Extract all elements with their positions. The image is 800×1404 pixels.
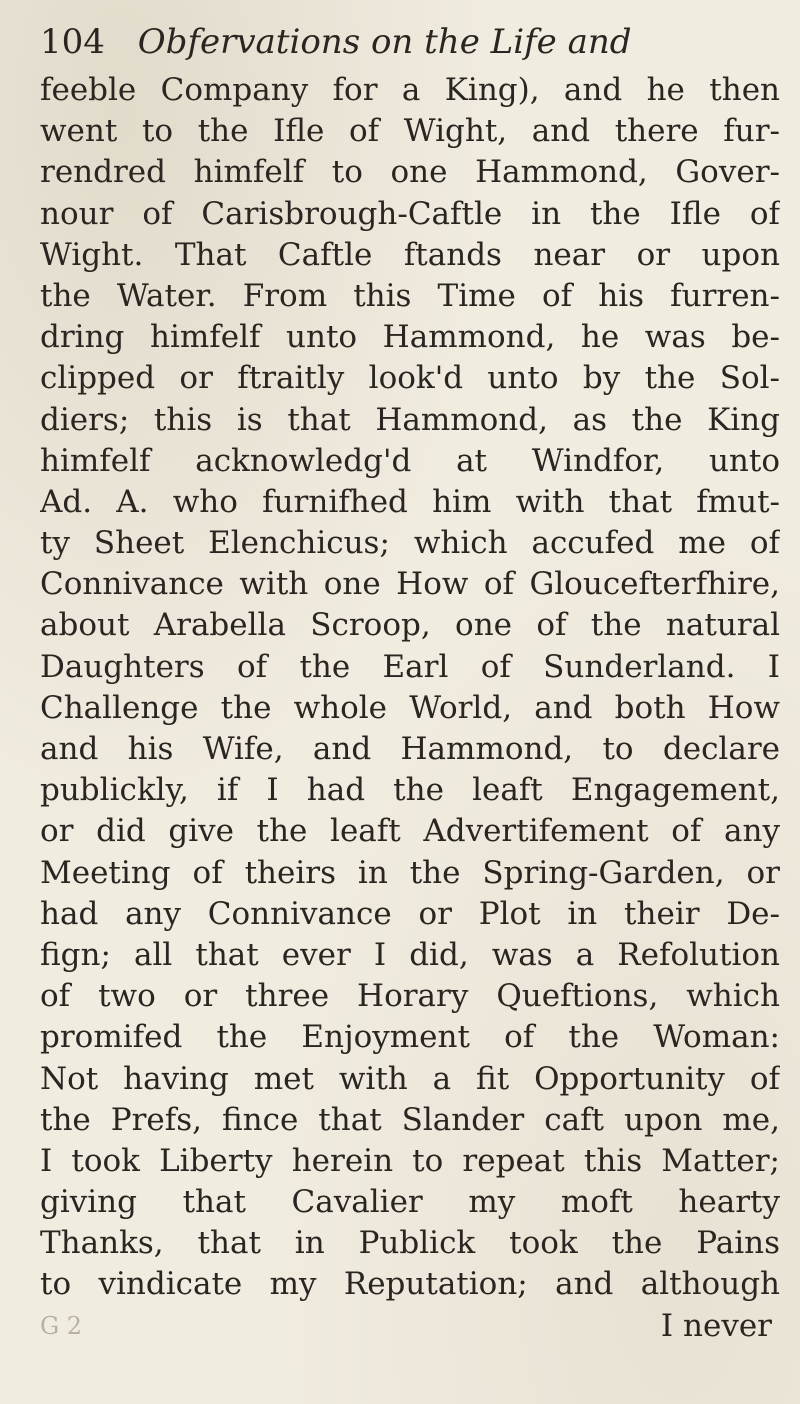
- text-line: and his Wife, and Hammond, to declare: [40, 731, 780, 767]
- page-header: [40, 14, 770, 70]
- running-head: Obfervations on the Life and: [137, 22, 632, 62]
- text-line: Wight. That Caftle ftands near or upon: [40, 236, 780, 273]
- text-line: the Prefs, fince that Slander caft upon me,: [40, 1101, 780, 1138]
- text-line: Challenge the whole World, and both How: [40, 689, 780, 726]
- text-line: himfelf acknowledg'd at Windfor, unto: [40, 442, 780, 479]
- text-line: diers; this is that Hammond, as the King: [40, 401, 780, 438]
- text-line: to vindicate my Reputation; and although: [40, 1266, 780, 1303]
- text-line: Ad. A. who furnifhed him with that fmut-: [40, 483, 780, 520]
- text-line: or did give the leaft Advertifement of any: [40, 813, 780, 850]
- text-line: nour of Carisbrough-Caftle in the Ifle of: [40, 195, 780, 232]
- text-line: dring himfelf unto Hammond, he was be-: [40, 319, 780, 356]
- catchword: I never: [660, 1307, 772, 1344]
- body-text: [40, 70, 780, 1347]
- text-line: Meeting of theirs in the Spring-Garden, or: [40, 854, 780, 891]
- text-line: went to the Ifle of Wight, and there fur-: [40, 113, 780, 150]
- text-line: had any Connivance or Plot in their De-: [40, 895, 780, 932]
- signature-mark: G 2: [40, 1311, 83, 1340]
- text-line: fign; all that ever I did, was a Refolution: [40, 936, 780, 973]
- text-line: ty Sheet Elenchicus; which accufed me of: [40, 525, 780, 562]
- text-line: giving that Cavalier my moft hearty: [40, 1184, 780, 1221]
- text-line: of two or three Horary Queftions, which: [40, 978, 780, 1015]
- text-line: Connivance with one How of Gloucefterfhire,: [40, 566, 780, 603]
- text-line: I took Liberty herein to repeat this Matter;: [40, 1142, 780, 1179]
- text-line: clipped or ftraitly look'd unto by the Sol-: [40, 360, 780, 397]
- text-line: Daughters of the Earl of Sunderland. I: [40, 648, 780, 685]
- text-line: promifed the Enjoyment of the Woman:: [40, 1019, 780, 1056]
- text-line: Thanks, that in Publick took the Pains: [40, 1225, 780, 1262]
- text-line: Not having met with a fit Opportunity of: [40, 1060, 780, 1097]
- text-line: about Arabella Scroop, one of the natural: [40, 607, 780, 644]
- page-footer: [40, 1306, 780, 1347]
- page-number: 104: [40, 22, 105, 62]
- text-line: rendred himfelf to one Hammond, Gover-: [40, 154, 780, 191]
- text-line: the Water. From this Time of his furren-: [40, 277, 780, 314]
- text-line: publickly, if I had the leaft Engagement,: [40, 772, 780, 809]
- text-line: feeble Company for a King), and he then: [40, 72, 780, 108]
